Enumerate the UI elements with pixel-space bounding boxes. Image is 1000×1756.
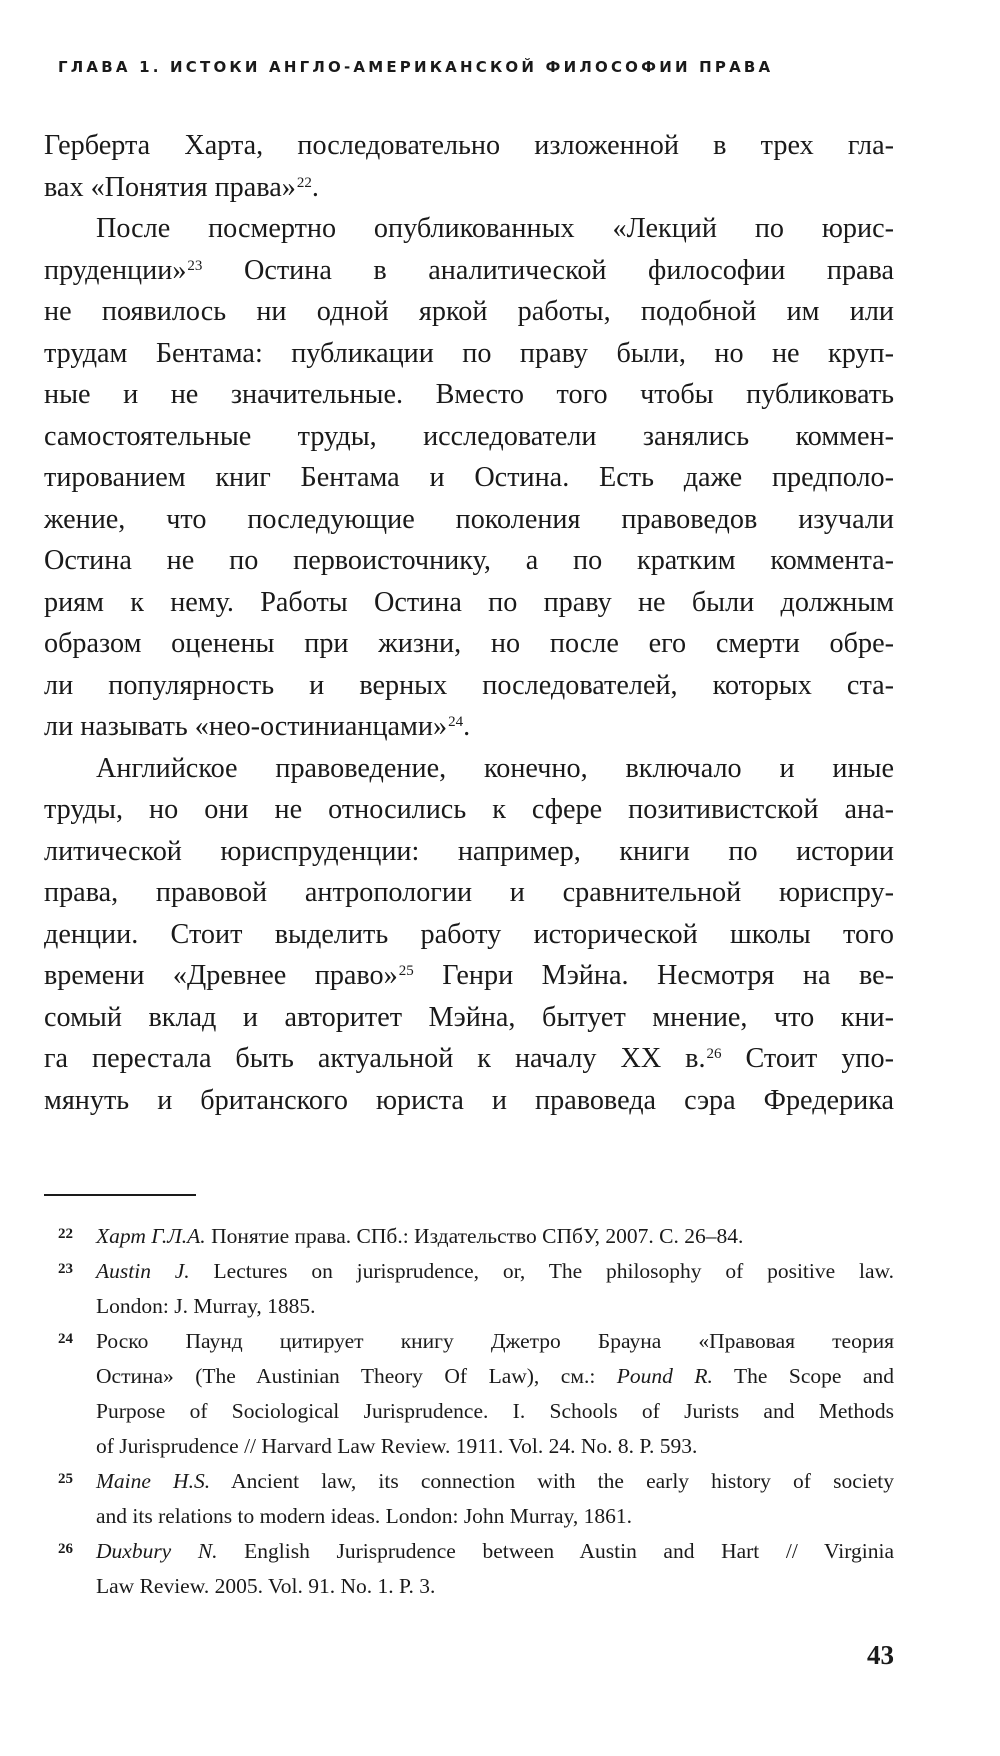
- footnote-number: 22: [58, 1226, 73, 1242]
- footnote-number: 25: [58, 1471, 73, 1487]
- text-line: труды, но они не относились к сфере позитивистской ана-: [44, 794, 894, 825]
- footnote-line: Law Review. 2005. Vol. 91. No. 1. P. 3.: [96, 1574, 436, 1598]
- text-line: ли популярность и верных последователей, которых ста-: [44, 669, 894, 701]
- footnotes: [44, 1219, 894, 1604]
- footnote-ref-24[interactable]: 24: [448, 714, 464, 730]
- footnote-line: Maine H.S. Ancient law, its connection with the early history of society: [96, 1469, 894, 1493]
- text-line: ные и не значительные. Вместо того чтобы публиковать: [44, 379, 894, 410]
- footnote-26: [44, 1534, 894, 1604]
- main-text: [44, 125, 894, 1121]
- text-line: трудам Бентама: публикации по праву были, но не круп-: [44, 337, 894, 369]
- footnote-line: Duxbury N. English Jurisprudence between Austin and Hart // Virginia: [96, 1539, 894, 1563]
- footnote-author: Austin J.: [96, 1259, 190, 1283]
- text-line: пруденции»$^{23}$ Остина в аналитической философии права: [44, 254, 894, 286]
- footnote-number: 24: [58, 1331, 73, 1347]
- text-line: Английское правоведение, конечно, включало и иные: [96, 752, 894, 784]
- text-line: риям к нему. Работы Остина по праву не были должным: [44, 586, 894, 618]
- footnote-24: [44, 1324, 894, 1464]
- text-line: После посмертно опубликованных «Лекций по юрис-: [96, 213, 894, 244]
- text-line: мянуть и британского юриста и правоведа сэра Фредерика: [44, 1084, 894, 1116]
- footnote-ref-26[interactable]: 26: [706, 1046, 722, 1062]
- page: [44, 0, 894, 1756]
- footnote-line: Purpose of Sociological Jurisprudence. I. Schools of Jurists and Methods: [96, 1399, 894, 1423]
- footnote-line: London: J. Murray, 1885.: [96, 1294, 316, 1318]
- footnote-number: 26: [58, 1541, 73, 1557]
- text-line: тированием книг Бентама и Остина. Есть даже предполо-: [44, 462, 894, 493]
- footnote-divider: [44, 1194, 196, 1196]
- text-line: литической юриспруденции: например, книги по истории: [44, 835, 894, 867]
- text-line: права, правовой антропологии и сравнительной юриспру-: [44, 877, 894, 908]
- footnote-author: Duxbury N.: [96, 1539, 218, 1563]
- footnote-author: Харт Г.Л.А.: [96, 1224, 206, 1248]
- running-head: ГЛАВА 1. ИСТОКИ АНГЛО-АМЕРИКАНСКОЙ ФИЛОСОФИИ ПРАВА: [58, 58, 774, 76]
- footnote-25: [44, 1464, 894, 1534]
- footnote-line: Харт Г.Л.А. Понятие права. СПб.: Издательство СПбУ, 2007. С. 26–84.: [96, 1224, 744, 1248]
- footnote-line: and its relations to modern ideas. London: John Murray, 1861.: [96, 1504, 633, 1528]
- footnote-ref-23[interactable]: 23: [187, 257, 203, 274]
- text-line: Герберта Харта, последовательно изложенной в трех гла-: [44, 130, 894, 161]
- paragraph-1: [44, 125, 894, 208]
- text-line: вах «Понятия права»$^{22}$.: [44, 171, 319, 203]
- text-line: жение, что последующие поколения правоведов изучали: [44, 503, 894, 535]
- footnote-author: Maine H.S.: [96, 1469, 211, 1493]
- text-line: га перестала быть актуальной к началу XX в.$^{26}$ Стоит упо-: [44, 1043, 894, 1074]
- text-line: не появилось ни одной яркой работы, подобной им или: [44, 296, 894, 327]
- text-line: сомый вклад и авторитет Мэйна, бытует мнение, что кни-: [44, 1001, 894, 1033]
- footnote-22: [44, 1219, 894, 1254]
- footnote-ref-25[interactable]: 25: [398, 963, 414, 979]
- text-line: образом оценены при жизни, но после его смерти обре-: [44, 628, 894, 659]
- text-line: Остина не по первоисточнику, а по кратким коммента-: [44, 545, 894, 576]
- footnote-number: 23: [58, 1261, 73, 1277]
- text-line: самостоятельные труды, исследователи занялись коммен-: [44, 420, 894, 452]
- text-line: ли называть «нео-остинианцами»$^{24}$.: [44, 711, 471, 742]
- page-number: 43: [867, 1640, 894, 1670]
- footnote-ref-22[interactable]: 22: [296, 174, 312, 191]
- paragraph-2: [44, 208, 894, 748]
- footnote-line: Austin J. Lectures on jurisprudence, or, The philosophy of positive law.: [96, 1259, 894, 1283]
- paragraph-3: [44, 748, 894, 1122]
- text-line: времени «Древнее право»$^{25}$ Генри Мэйна. Несмотря на ве-: [44, 960, 894, 991]
- footnote-line: Роско Паунд цитирует книгу Джетро Брауна «Правовая теория: [96, 1329, 894, 1353]
- footnote-23: [44, 1254, 894, 1324]
- footnote-line: of Jurisprudence // Harvard Law Review. 1911. Vol. 24. No. 8. P. 593.: [96, 1434, 698, 1458]
- footnote-line: Остина» (The Austinian Theory Of Law), см.: Pound R. The Scope and: [96, 1364, 894, 1388]
- footnote-author: Pound R.: [616, 1364, 713, 1388]
- text-line: денции. Стоит выделить работу исторической школы того: [44, 918, 894, 950]
